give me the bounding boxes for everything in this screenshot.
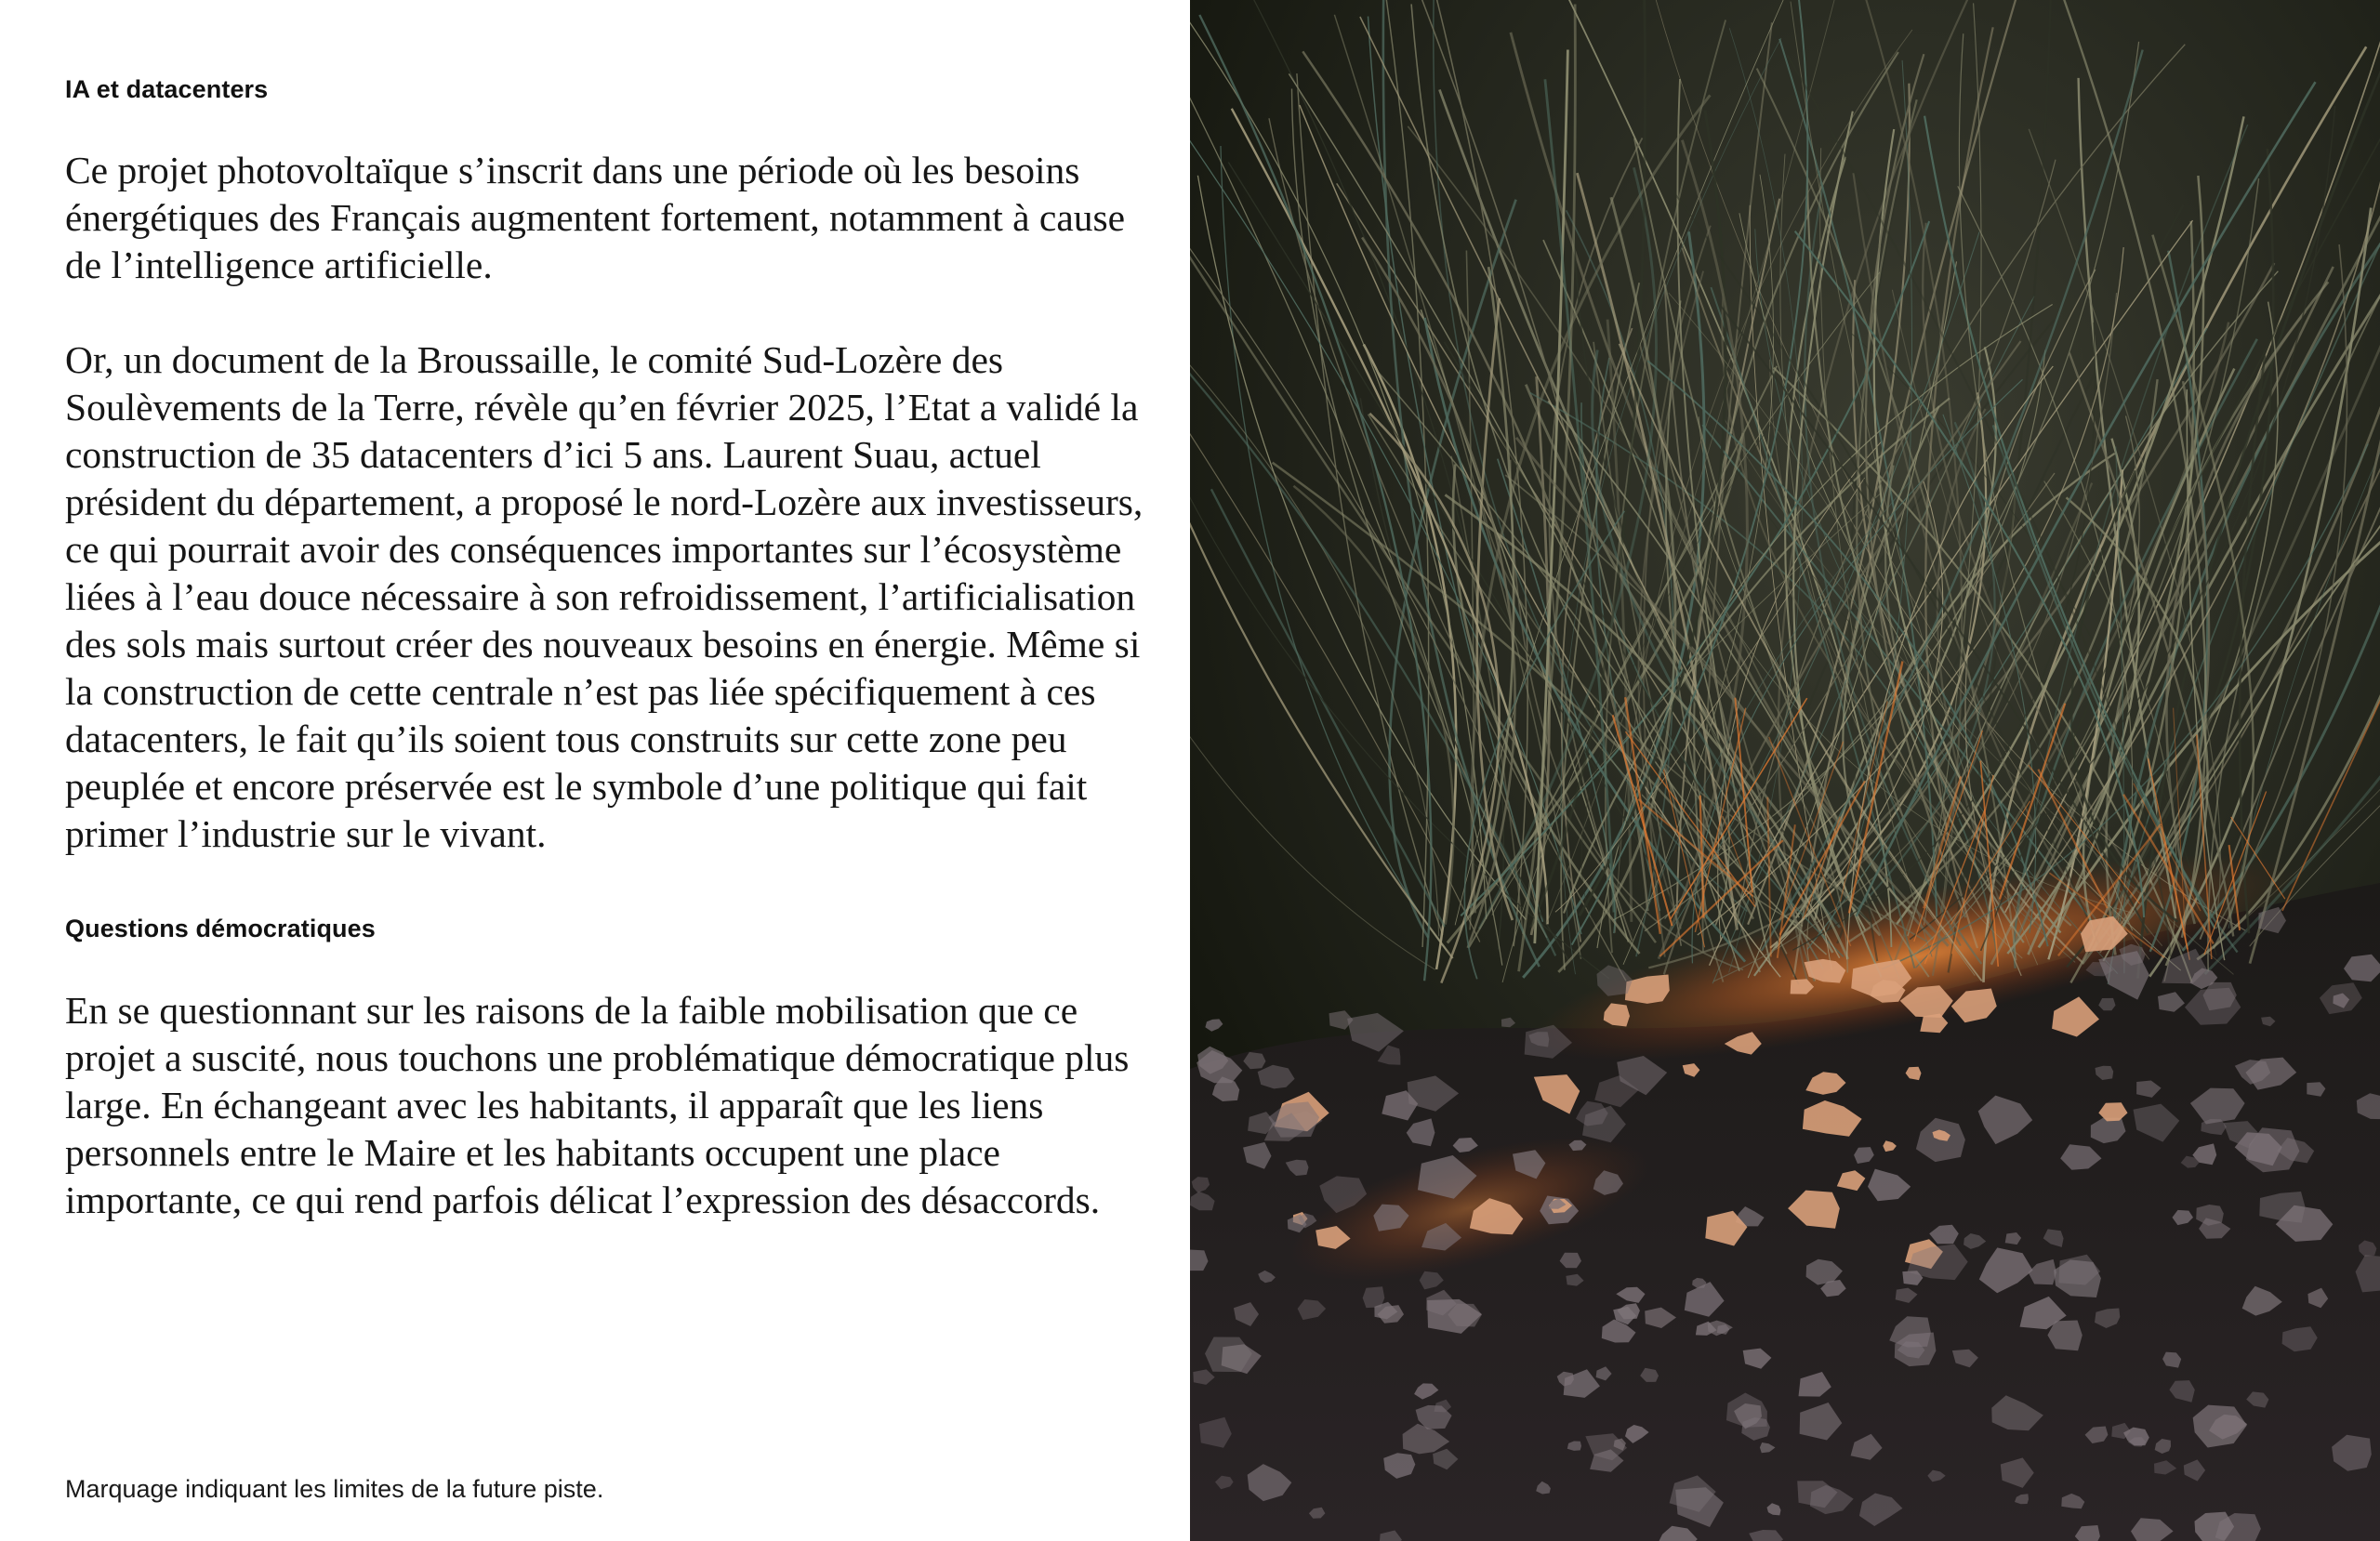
- photo-grass-stones: [1190, 0, 2380, 1541]
- stone: [1363, 1286, 1385, 1308]
- section-heading-ia-datacenters: IA et datacenters: [65, 75, 269, 103]
- paragraph-mobilisation: En se questionnant sur les raisons de la faible mobilisation que ce projet a suscité, nous touchons une problématique démocratique plus large. En échangeant avec les habitants, il apparaît que les liens personnels entre le Maire et les habitants occupent une place importante, ce qui rend parfois délicat l’expression des désaccords.: [65, 989, 1130, 1221]
- photo-illustration: [1190, 0, 2380, 1541]
- photo-caption: Marquage indiquant les limites de la future piste.: [65, 1475, 604, 1503]
- section-heading-questions-democratiques: Questions démocratiques: [65, 915, 376, 942]
- paragraph-besoins-energetiques: Ce projet photovoltaïque s’inscrit dans une période où les besoins énergétiques des Français augmentent fortement, notamment à cause de l’intelligence artificielle.: [65, 149, 1126, 286]
- paragraph-datacenters-lozere: Or, un document de la Broussaille, le comité Sud-Lozère des Soulèvements de la Terre, révèle qu’en février 2025, l’Etat a validé la construction de 35 datacenters d’ici 5 ans. Laurent Suau, actuel président du département, a proposé le nord-Lozère aux investisseurs, ce qui pourrait avoir des conséquences importantes sur l’écosystème liées à l’eau douce nécessaire à son refroidissement, l’artificialisation des sols mais surtout créer des nouveaux besoins en énergie. Même si la construction de cette centrale n’est pas liée spécifiquement à ces datacenters, le fait qu’ils soient tous construits sur cette zone peu peuplée et encore préservée est le symbole d’une politique qui fait primer l’industrie sur le vivant.: [65, 338, 1144, 855]
